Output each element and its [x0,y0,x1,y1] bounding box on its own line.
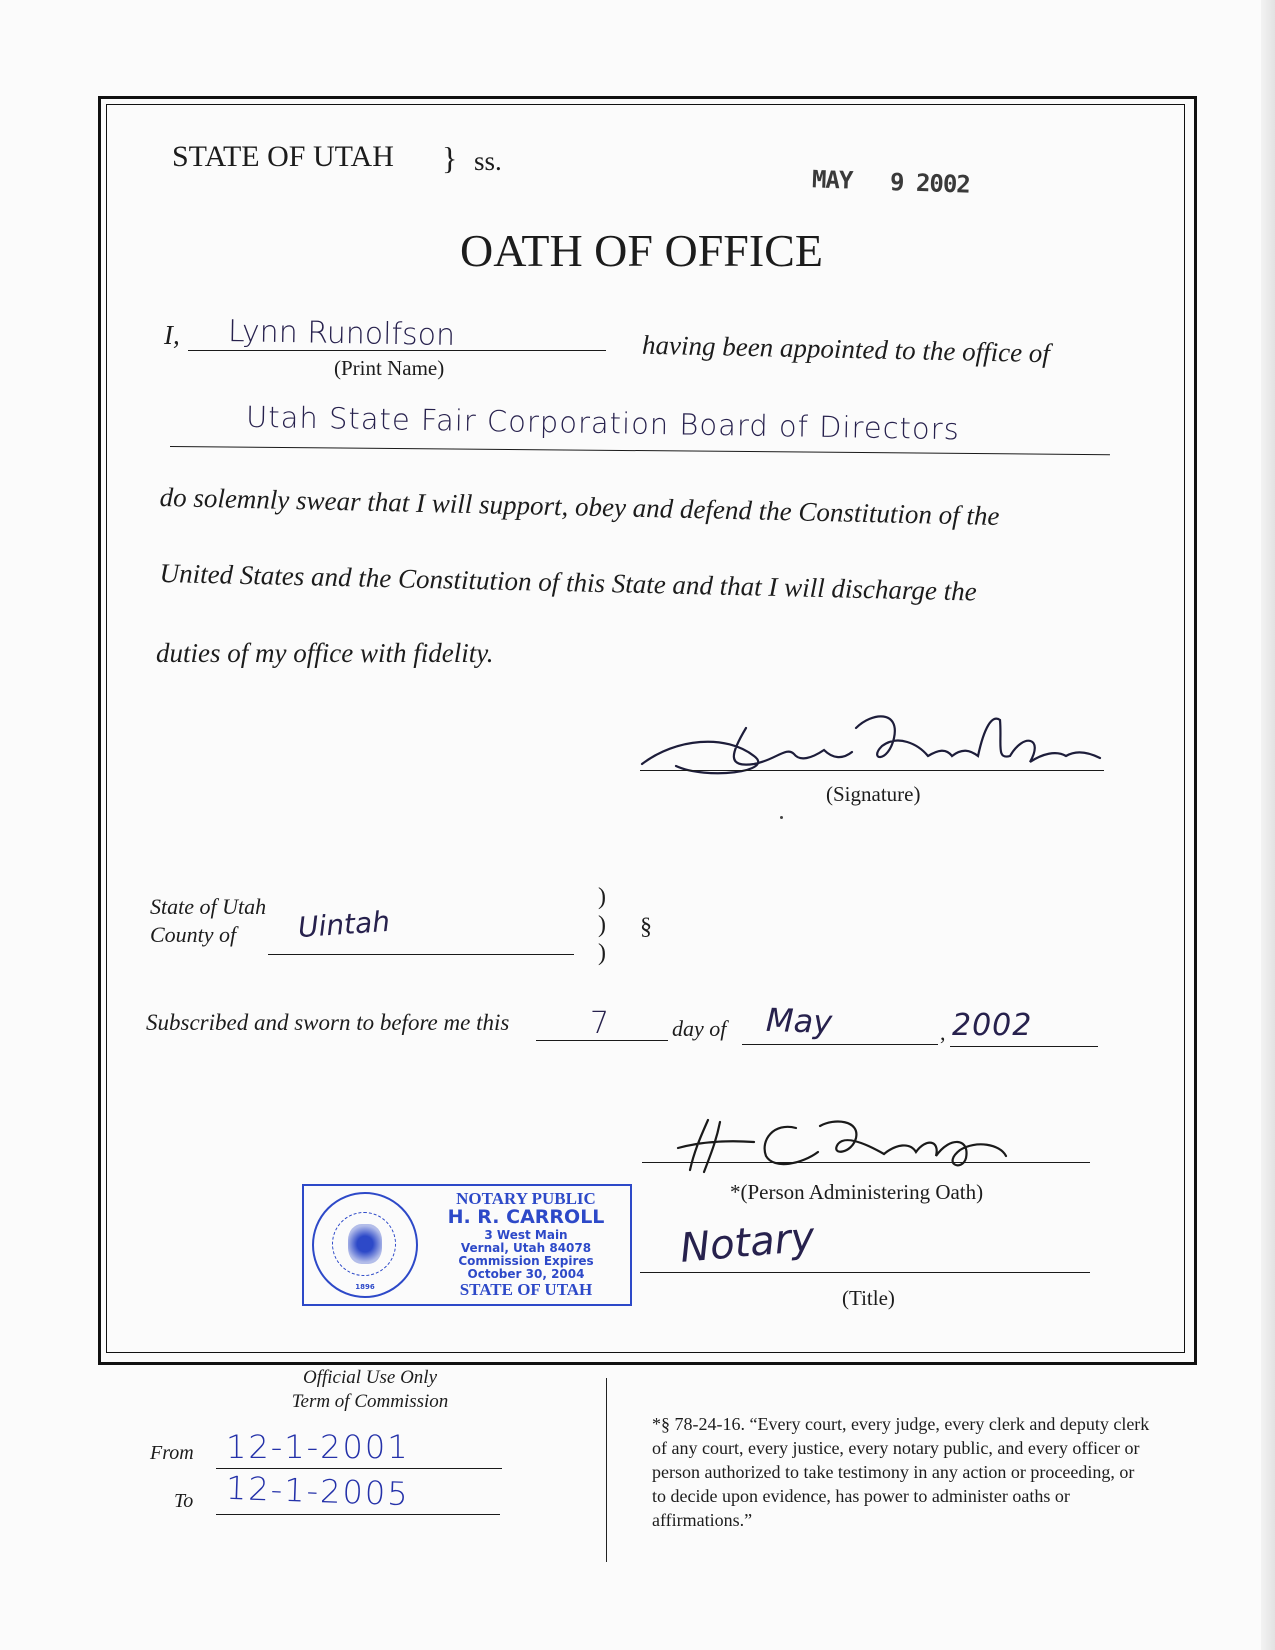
venue-paren: ) [598,940,606,966]
notary-line: H. R. CARROLL [447,1206,605,1228]
scan-speck [780,816,783,819]
notary-line: October 30, 2004 [467,1267,585,1281]
administrator-caption: *(Person Administering Oath) [730,1180,984,1204]
print-name-caption: (Print Name) [334,356,445,380]
notary-line: Vernal, Utah 84078 [460,1241,592,1255]
notary-line: 3 West Main [484,1228,568,1242]
received-date-stamp [812,165,971,198]
oath-body-line: do solemnly swear that I will support, obey and defend the Constitution of the [159,482,1000,532]
stamp-year: 2002 [915,168,971,199]
stamp-month: MAY [811,165,853,195]
title-rule [640,1272,1090,1273]
notary-line: NOTARY PUBLIC [456,1189,596,1208]
county-value: Uintah [296,904,391,945]
state-header: STATE OF UTAH [172,140,394,173]
signature-rule [640,770,1104,771]
subscribed-text: Subscribed and sworn to before me this [146,1010,510,1035]
year-rule [950,1046,1098,1047]
venue-county-label: County of [150,922,237,947]
print-name-value: Lynn Runolfson [227,314,456,353]
office-value: Utah State Fair Corporation Board of Directors [245,399,961,447]
document-title: OATH OF OFFICE [460,225,823,276]
venue-paren: ) [598,912,606,938]
day-value: 7 [590,1006,610,1041]
month-value: May [765,1000,833,1042]
notary-line: STATE OF UTAH [459,1280,593,1299]
stamp-day: 9 [889,167,904,197]
title-caption: (Title) [842,1286,895,1310]
date-comma: , [940,1020,946,1045]
venue-state-label: State of Utah [150,894,267,919]
affiant-signature [636,698,1106,790]
signature-caption: (Signature) [826,782,921,806]
to-label: To [174,1490,194,1512]
county-rule [268,954,574,955]
term-of-commission-line: Term of Commission [291,1391,449,1412]
seal-year: 1896 [355,1283,375,1291]
administrator-rule [642,1162,1090,1163]
seal-emblem [348,1224,382,1264]
state-brace: } [442,140,458,176]
to-rule [216,1514,500,1515]
month-rule [742,1044,938,1045]
official-use-line: Official Use Only [302,1367,438,1388]
official-use-heading [250,1366,490,1414]
notary-stamp [302,1184,632,1306]
from-label: From [150,1442,194,1464]
venue-paren: ) [598,884,606,910]
from-rule [216,1468,502,1469]
oath-body-line: United States and the Constitution of this State and that I will discharge the [159,558,978,607]
ss-abbrev: ss. [474,146,502,176]
title-value: Notary [678,1214,817,1272]
section-symbol: § [640,914,652,940]
oath-body-line: duties of my office with fidelity. [156,638,494,668]
day-of-text: day of [672,1016,727,1041]
appointed-text: having been appointed to the office of [641,329,1051,369]
to-value: 12-1-2005 [225,1468,411,1514]
from-value: 12-1-2001 [226,1428,410,1466]
administrator-signature [670,1112,1040,1174]
year-value: 2002 [952,1008,1033,1043]
footer-divider [606,1378,607,1562]
state-seal-icon [312,1192,418,1298]
oath-intro: I, [164,320,180,350]
notary-line: Commission Expires [458,1254,594,1268]
statute-note: *§ 78-24-16. “Every court, every judge, every clerk and deputy clerk of any court, every justice, every notary public, and every officer or person authorized to take testimony in any action or proceeding, or to decide upon evidence, has power to administer oaths or affirmations.” [652,1414,1150,1530]
